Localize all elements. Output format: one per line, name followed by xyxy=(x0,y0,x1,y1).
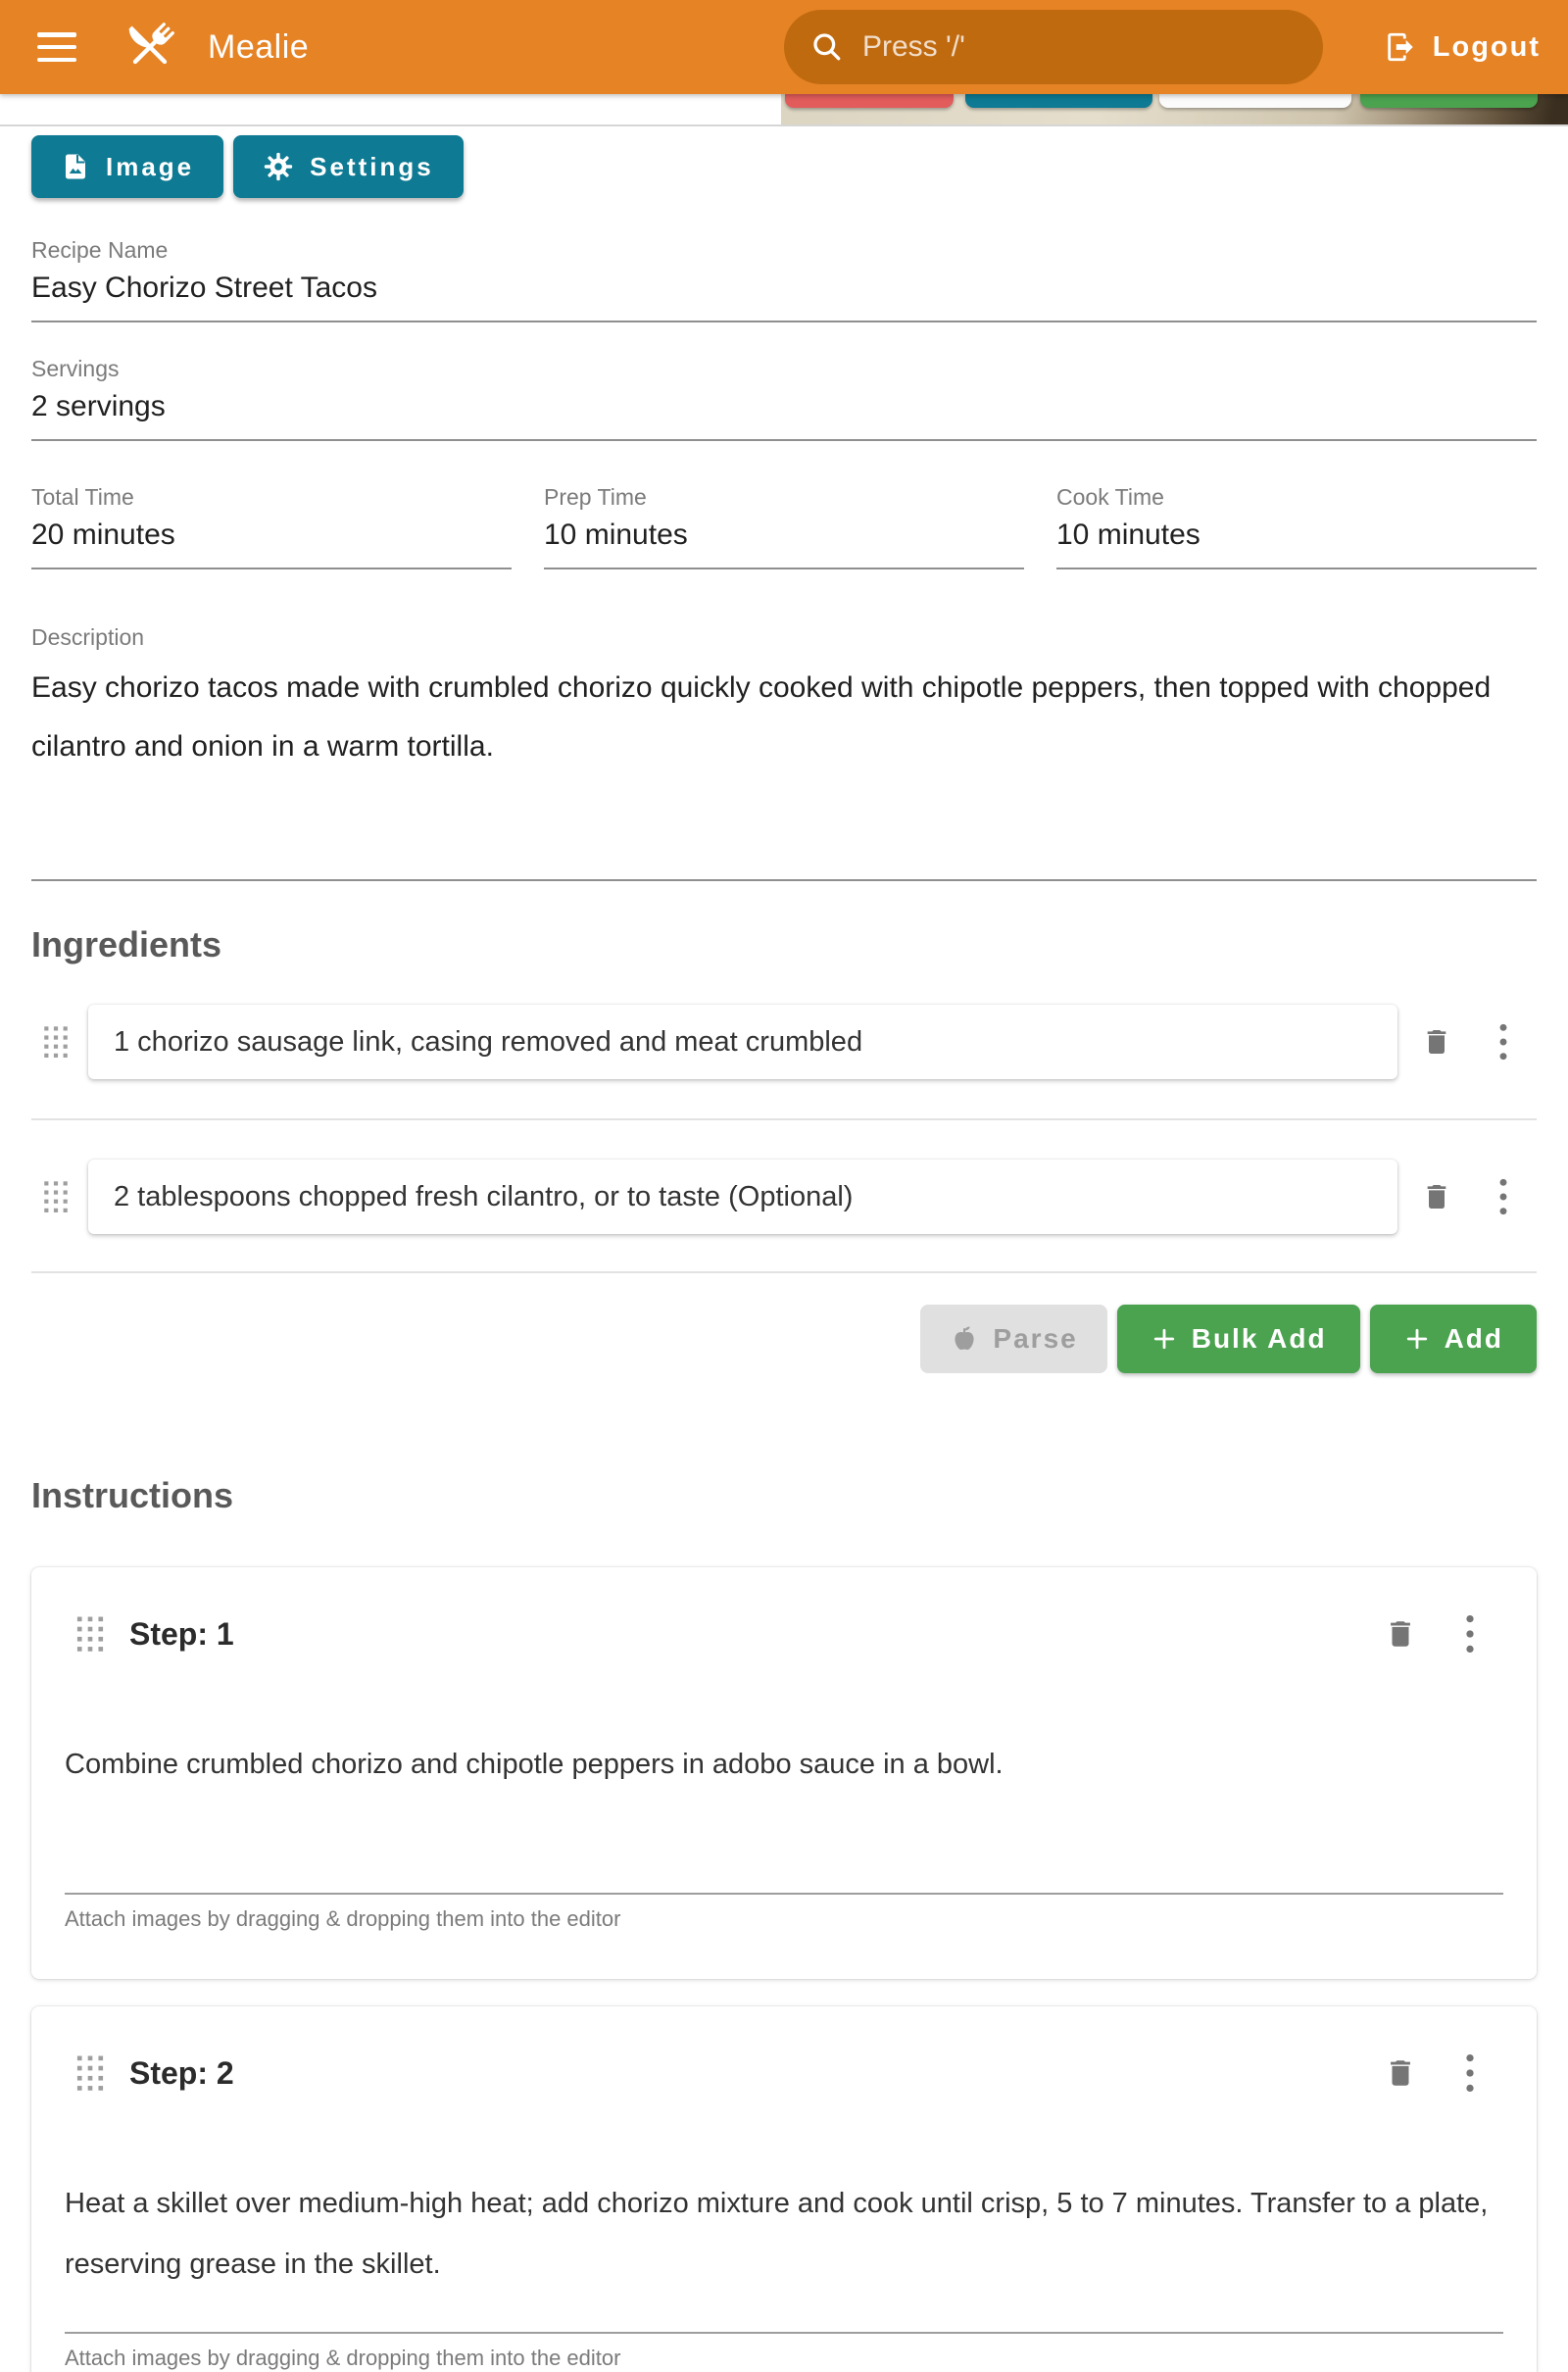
instruction-step-card xyxy=(31,1567,1537,1979)
settings-button-label: Settings xyxy=(310,151,434,181)
ingredient-menu-button[interactable] xyxy=(1497,1022,1509,1062)
recipe-hero-strip xyxy=(0,94,1568,126)
description-input[interactable]: Easy chorizo tacos made with crumbled chorizo quickly cooked with chipotle peppers, then topped with chopped cilantro and onion in a warm tortilla. xyxy=(31,659,1537,881)
description-field xyxy=(31,624,1537,881)
delete-ingredient-button[interactable] xyxy=(1421,1181,1452,1212)
app-header xyxy=(0,0,1568,94)
logout-button[interactable] xyxy=(1384,0,1541,94)
step-title: Step: 1 xyxy=(129,1615,234,1652)
recipe-search[interactable] xyxy=(784,10,1323,84)
menu-button[interactable] xyxy=(37,32,76,62)
trash-icon xyxy=(1421,1181,1452,1212)
ingredient-divider xyxy=(31,1118,1537,1120)
total-time-label: Total Time xyxy=(31,484,134,510)
editor-toolbar xyxy=(31,135,1537,198)
cook-time-input[interactable]: 10 minutes xyxy=(1056,519,1537,569)
servings-label: Servings xyxy=(31,356,120,381)
time-fields-row xyxy=(31,484,1537,569)
ingredient-input[interactable]: 1 chorizo sausage link, casing removed and meat crumbled xyxy=(88,1005,1397,1079)
logout-icon xyxy=(1384,30,1417,64)
plus-icon xyxy=(1403,1325,1431,1353)
partial-button-teal[interactable] xyxy=(965,94,1152,108)
instructions-heading: Instructions xyxy=(31,1475,234,1515)
parse-button-label: Parse xyxy=(993,1323,1078,1354)
file-image-icon xyxy=(61,152,90,181)
kebab-menu-icon xyxy=(1497,1177,1509,1216)
partial-button-red[interactable] xyxy=(785,94,954,108)
step-header xyxy=(65,2051,1503,2095)
prep-time-label: Prep Time xyxy=(544,484,647,510)
kebab-menu-icon xyxy=(1497,1022,1509,1062)
drag-handle-icon[interactable] xyxy=(74,1615,106,1653)
ingredient-divider xyxy=(31,1271,1537,1273)
cook-time-field xyxy=(1056,484,1537,569)
add-button[interactable] xyxy=(1370,1305,1537,1373)
bulk-add-button-label: Bulk Add xyxy=(1191,1323,1327,1354)
step-menu-button[interactable] xyxy=(1464,1613,1476,1655)
search-input[interactable] xyxy=(862,30,1298,64)
drag-handle-icon[interactable] xyxy=(40,1180,72,1213)
drag-handle-icon[interactable] xyxy=(40,1025,72,1059)
ingredient-row xyxy=(31,1160,1537,1234)
plus-icon xyxy=(1151,1325,1178,1353)
ingredient-actions xyxy=(31,1305,1537,1373)
search-icon xyxy=(809,29,845,65)
instruction-step-card xyxy=(31,2006,1537,2372)
ingredient-input[interactable]: 2 tablespoons chopped fresh cilantro, or to taste (Optional) xyxy=(88,1160,1397,1234)
delete-step-button[interactable] xyxy=(1384,1617,1417,1651)
trash-icon xyxy=(1384,2056,1417,2090)
app-logo xyxy=(118,15,182,79)
prep-time-field xyxy=(544,484,1024,569)
total-time-field xyxy=(31,484,512,569)
utensils-icon xyxy=(118,15,182,79)
trash-icon xyxy=(1384,1617,1417,1651)
logout-label: Logout xyxy=(1432,30,1541,63)
servings-field xyxy=(31,356,1537,441)
add-button-label: Add xyxy=(1444,1323,1503,1354)
delete-step-button[interactable] xyxy=(1384,2056,1417,2090)
ingredient-row xyxy=(31,1005,1537,1079)
cook-time-label: Cook Time xyxy=(1056,484,1164,510)
parse-button[interactable] xyxy=(920,1305,1106,1373)
image-button[interactable] xyxy=(31,135,223,198)
description-label: Description xyxy=(31,624,145,650)
servings-input[interactable]: 2 servings xyxy=(31,390,1537,441)
step-header xyxy=(65,1612,1503,1655)
attach-images-hint: Attach images by dragging & dropping them into the editor xyxy=(65,1906,621,1931)
total-time-input[interactable]: 20 minutes xyxy=(31,519,512,569)
attach-images-hint: Attach images by dragging & dropping them into the editor xyxy=(65,2346,621,2370)
app-title: Mealie xyxy=(208,27,310,66)
step-text-editor[interactable]: Heat a skillet over medium-high heat; add chorizo mixture and cook until crisp, 5 to 7 minutes. Transfer to a plate, reserving grease in the skillet. xyxy=(65,2173,1503,2334)
bulk-add-button[interactable] xyxy=(1117,1305,1360,1373)
step-menu-button[interactable] xyxy=(1464,2052,1476,2094)
step-title: Step: 2 xyxy=(129,2054,234,2091)
trash-icon xyxy=(1421,1026,1452,1058)
partial-button-white[interactable] xyxy=(1159,94,1351,108)
recipe-name-label: Recipe Name xyxy=(31,237,169,263)
prep-time-input[interactable]: 10 minutes xyxy=(544,519,1024,569)
recipe-name-input[interactable]: Easy Chorizo Street Tacos xyxy=(31,272,1537,322)
gear-icon xyxy=(263,151,294,182)
drag-handle-icon[interactable] xyxy=(74,2054,106,2092)
settings-button[interactable] xyxy=(233,135,464,198)
step-text-editor[interactable]: Combine crumbled chorizo and chipotle peppers in adobo sauce in a bowl. xyxy=(65,1734,1503,1895)
kebab-menu-icon xyxy=(1464,2052,1476,2094)
apple-icon xyxy=(950,1324,979,1354)
image-button-label: Image xyxy=(106,151,195,181)
ingredients-heading: Ingredients xyxy=(31,924,222,964)
recipe-name-field xyxy=(31,237,1537,322)
menu-icon xyxy=(37,32,76,37)
partial-button-green[interactable] xyxy=(1360,94,1538,108)
recipe-editor xyxy=(0,135,1568,2372)
delete-ingredient-button[interactable] xyxy=(1421,1026,1452,1058)
ingredient-menu-button[interactable] xyxy=(1497,1177,1509,1216)
kebab-menu-icon xyxy=(1464,1613,1476,1655)
